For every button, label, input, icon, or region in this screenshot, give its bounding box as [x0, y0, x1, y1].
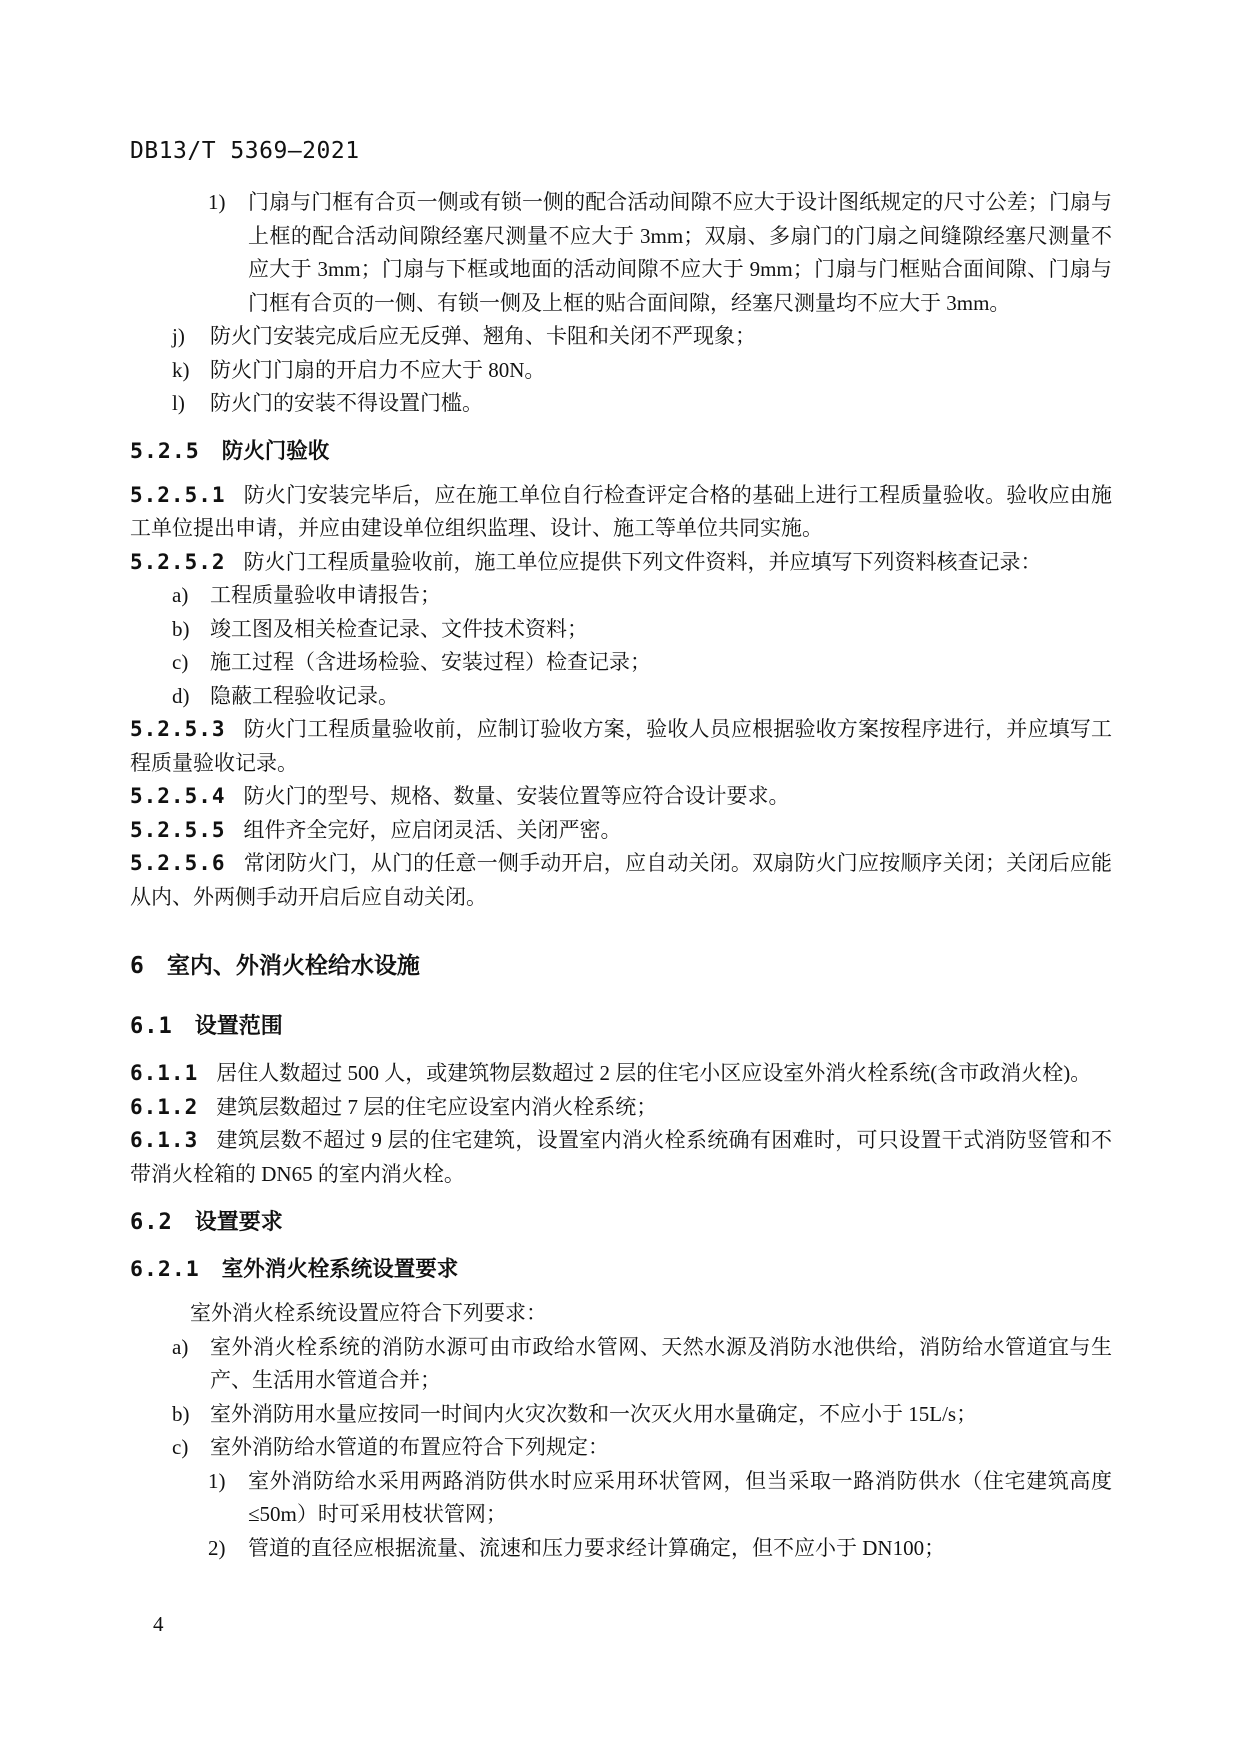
- section-title: 设置范围: [194, 1014, 283, 1039]
- list-item: [130, 579, 1112, 613]
- list-item-text: 工程质量验收申请报告；: [210, 583, 441, 607]
- clause-number: 5.2.5.1: [130, 482, 226, 507]
- clause-paragraph: [130, 780, 1112, 814]
- section-number: 6.1: [130, 1014, 173, 1039]
- clause-text: 防火门工程质量验收前，施工单位应提供下列文件资料，并应填写下列资料核查记录：: [243, 549, 1042, 574]
- list-marker: 1): [208, 1468, 226, 1493]
- list-marker: 2): [208, 1535, 226, 1560]
- clause-text: 建筑层数超过 7 层的住宅应设室内消火栓系统；: [216, 1094, 658, 1119]
- list-item: [130, 354, 1112, 388]
- chapter-number: 6: [130, 953, 145, 979]
- list-item: [130, 320, 1112, 354]
- list-item: [130, 1431, 1112, 1465]
- list-marker: d): [172, 683, 190, 708]
- clause-text: 建筑层数不超过 9 层的住宅建筑，设置室内消火栓系统确有困难时，可只设置干式消防竖管和不带消火栓箱的 DN65 的室内消火栓。: [130, 1128, 1112, 1186]
- clause-number: 6.1.3: [130, 1128, 199, 1152]
- list-item: [130, 1398, 1112, 1432]
- list-marker: 1): [208, 190, 226, 214]
- list-marker: c): [172, 650, 189, 674]
- list-item: [130, 1532, 1112, 1566]
- clause-paragraph: [130, 1091, 1112, 1125]
- clause-paragraph: [130, 1124, 1112, 1191]
- clause-text: 防火门安装完毕后，应在施工单位自行检查评定合格的基础上进行工程质量验收。验收应由施工单位提出申请，并应由建设单位组织监理、设计、施工等单位共同实施。: [130, 482, 1112, 540]
- clause-paragraph: [130, 814, 1112, 848]
- section-number: 5.2.5: [130, 438, 200, 464]
- list-item-text: 门扇与门框有合页一侧或有锁一侧的配合活动间隙不应大于设计图纸规定的尺寸公差；门扇与上框的配合活动间隙经塞尺测量不应大于 3mm；双扇、多扇门的门扇之间缝隙经塞尺测量不应大于 3mm；门扇与下框或地面的活动间隙不应大于 9mm；门扇与门框贴合面间隙、门扇与门框有合页的一侧、有锁一侧及上框的贴合面间隙，经塞尺测量均不应大于 3mm。: [248, 190, 1112, 315]
- section-title: 设置要求: [194, 1210, 283, 1235]
- list-item-text: 施工过程（含进场检验、安装过程）检查记录；: [210, 650, 651, 674]
- list-item-text: 竣工图及相关检查记录、文件技术资料；: [210, 616, 588, 641]
- list-item-text: 管道的直径应根据流量、流速和压力要求经计算确定，但不应小于 DN100；: [248, 1535, 946, 1560]
- intro-paragraph: 室外消火栓系统设置应符合下列要求：: [190, 1301, 547, 1325]
- page-number: 4: [153, 1612, 164, 1636]
- list-item-text: 室外消防给水采用两路消防供水时应采用环状管网，但当采取一路消防供水（住宅建筑高度≤50m）时可采用枝状管网；: [248, 1468, 1112, 1526]
- clause-text: 常闭防火门，从门的任意一侧手动开启，应自动关闭。双扇防火门应按顺序关闭；关闭后应能从内、外两侧手动开启后应自动关闭。: [130, 851, 1112, 909]
- clause-number: 5.2.5.3: [130, 717, 226, 741]
- list-marker: j): [172, 324, 185, 348]
- list-marker: a): [172, 1334, 189, 1359]
- section-heading: [130, 1206, 1112, 1239]
- section-number: 6.2.1: [130, 1257, 200, 1282]
- clause-text: 居住人数超过 500 人，或建筑物层数超过 2 层的住宅小区应设室外消火栓系统(含市政消火栓)。: [216, 1061, 1092, 1085]
- list-marker: c): [172, 1435, 189, 1459]
- list-item-text: 室外消防给水管道的布置应符合下列规定：: [210, 1435, 609, 1459]
- clause-text: 防火门工程质量验收前，应制订验收方案，验收人员应根据验收方案按程序进行，并应填写工程质量验收记录。: [130, 717, 1112, 775]
- list-item-text: 隐蔽工程验收记录。: [210, 683, 399, 708]
- section-title: 防火门验收: [221, 438, 330, 464]
- clause-number: 5.2.5.6: [130, 851, 226, 875]
- section-heading: [130, 1253, 1112, 1286]
- list-marker: l): [172, 391, 185, 415]
- clause-paragraph: [130, 546, 1112, 580]
- list-item: [130, 680, 1112, 714]
- list-item: [130, 613, 1112, 647]
- section-heading: [130, 435, 1112, 468]
- clause-paragraph: [130, 1057, 1112, 1091]
- list-item: [130, 1331, 1112, 1398]
- clause-number: 5.2.5.5: [130, 817, 226, 842]
- list-item-text: 室外消火栓系统的消防水源可由市政给水管网、天然水源及消防水池供给，消防给水管道宜与生产、生活用水管道合并；: [210, 1334, 1112, 1392]
- list-marker: b): [172, 1401, 190, 1426]
- section-number: 6.2: [130, 1210, 173, 1235]
- list-item-text: 防火门安装完成后应无反弹、翘角、卡阻和关闭不严现象；: [210, 324, 756, 348]
- chapter-heading: [130, 950, 1112, 983]
- chapter-title: 室内、外消火栓给水设施: [166, 953, 420, 979]
- clause-number: 5.2.5.2: [130, 549, 226, 574]
- list-marker: a): [172, 583, 189, 607]
- list-item: [130, 186, 1112, 320]
- list-item: [130, 387, 1112, 421]
- list-marker: k): [172, 357, 190, 382]
- list-item-text: 防火门门扇的开启力不应大于 80N。: [210, 357, 546, 382]
- list-item: [130, 646, 1112, 680]
- section-title: 室外消火栓系统设置要求: [221, 1257, 459, 1282]
- list-item-text: 室外消防用水量应按同一时间内火灾次数和一次灭火用水量确定，不应小于 15L/s；: [210, 1401, 978, 1426]
- clause-number: 6.1.1: [130, 1061, 199, 1085]
- list-item: [130, 1465, 1112, 1532]
- clause-number: 6.1.2: [130, 1094, 199, 1119]
- clause-paragraph: [130, 479, 1112, 546]
- clause-paragraph: [130, 847, 1112, 914]
- clause-text: 组件齐全完好，应启闭灵活、关闭严密。: [243, 817, 622, 842]
- document-page: [130, 138, 1112, 1565]
- clause-text: 防火门的型号、规格、数量、安装位置等应符合设计要求。: [243, 784, 790, 808]
- section-heading: [130, 1010, 1112, 1043]
- document-code-header: DB13/T 5369—2021: [130, 138, 360, 164]
- clause-paragraph: [130, 713, 1112, 780]
- list-marker: b): [172, 616, 190, 641]
- list-item-text: 防火门的安装不得设置门槛。: [210, 391, 483, 415]
- clause-number: 5.2.5.4: [130, 784, 226, 808]
